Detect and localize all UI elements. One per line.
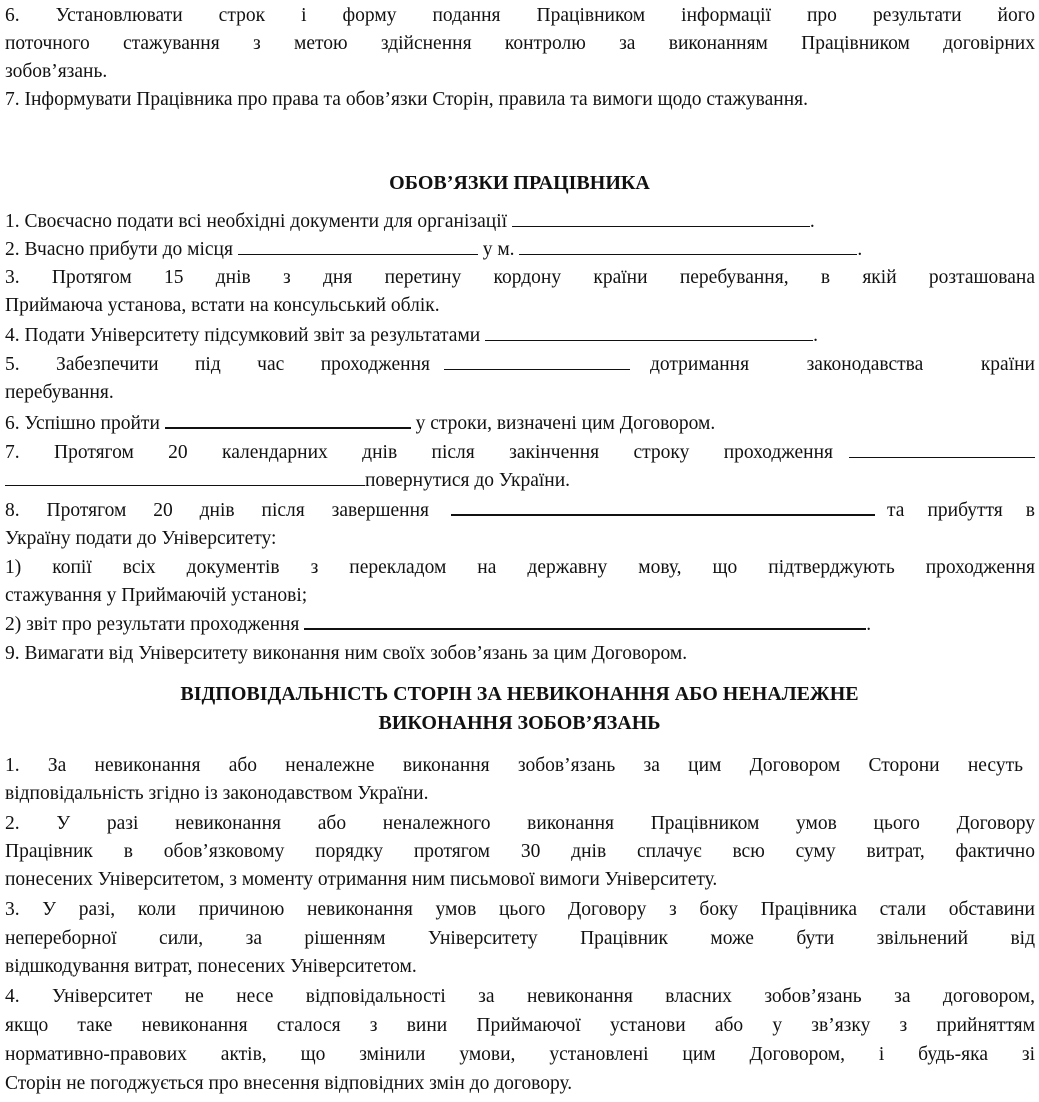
employee-item-6: [5, 410, 1035, 438]
employee-item-6-text: 6. Успішно пройти: [5, 413, 160, 434]
employee-item-3-line-2: Приймаюча установа, встати на консульський облік.: [5, 295, 440, 316]
blank-field-city[interactable]: [519, 238, 857, 255]
employee-item-1: [5, 208, 1035, 236]
employee-item-7-text: 7. Протягом 20 календарних днів після закінчення строку проходження: [5, 442, 833, 463]
employee-item-6-after: у строки, визначені цим Договором.: [415, 413, 716, 434]
blank-field-report[interactable]: [304, 612, 866, 630]
employee-item-8-sub-1-line-2: стажування у Приймаючій установі;: [5, 585, 308, 606]
employer-item-6-line-2: поточного стажування з метою здійснення контролю за виконанням Працівником договірних: [5, 33, 1035, 54]
blank-field-program[interactable]: [165, 411, 411, 429]
section-heading-liability-line-1: ВІДПОВІДАЛЬНІСТЬ СТОРІН ЗА НЕВИКОНАННЯ АБО НЕНАЛЕЖНЕ: [180, 683, 859, 705]
employee-item-8-line-1: [5, 497, 1035, 525]
employee-item-5-line-1: [5, 351, 1035, 379]
employee-item-7-line-2-after: повернутися до України.: [365, 470, 571, 491]
liability-item-4-line-1: 4. Університет не несе відповідальності за невиконання власних зобов’язань за договором,: [5, 986, 1035, 1007]
employee-item-4: [5, 322, 1035, 350]
employee-item-2-end: .: [857, 239, 863, 260]
blank-field-internship[interactable]: [444, 353, 630, 370]
liability-item-4-line-4: Сторін не погоджується про внесення відповідних змін до договору.: [5, 1073, 573, 1094]
liability-item-4-line-3: нормативно-правових актів, що змінили умови, установлені цим Договором, і будь-яка зі: [5, 1044, 1035, 1065]
liability-item-1-line-1: 1. За невиконання або неналежне виконання зобов’язань за цим Договором Сторони несуть: [5, 755, 1023, 776]
employee-item-4-text: 4. Подати Університету підсумковий звіт за результатами: [5, 325, 481, 346]
liability-item-4-line-2: якщо таке невиконання сталося з вини Приймаючої установи або у зв’язку з прийняттям: [5, 1015, 1035, 1036]
blank-field-organization[interactable]: [512, 210, 810, 227]
employee-item-8-sub-2-text: 2) звіт про результати проходження: [5, 614, 300, 635]
liability-item-2-line-2: Працівник в обов’язковому порядку протягом 30 днів сплачує всю суму витрат, фактично: [5, 841, 1035, 862]
employee-item-5-line-2: перебування.: [5, 382, 114, 403]
employee-item-5-text: 5. Забезпечити під час проходження: [5, 354, 430, 375]
employer-item-6-line-3: зобов’язань.: [5, 61, 108, 82]
section-heading-employee-duties: ОБОВ’ЯЗКИ ПРАЦІВНИКА: [389, 172, 650, 194]
employee-item-7-line-2: [5, 467, 1035, 495]
employee-item-8-sub-1-line-1: 1) копії всіх документів з перекладом на державну мову, що підтверджують проходження: [5, 557, 1035, 578]
section-heading-liability-line-2: ВИКОНАННЯ ЗОБОВ’ЯЗАНЬ: [378, 712, 661, 734]
employee-item-8-sub-2-end: .: [866, 614, 872, 635]
employee-item-9: 9. Вимагати від Університету виконання ним своїх зобов’язань за цим Договором.: [5, 643, 688, 664]
employee-item-8-text: 8. Протягом 20 днів після завершення: [5, 500, 429, 521]
employer-item-6-line-1: 6. Установлювати строк і форму подання Працівником інформації про результати його: [5, 5, 1035, 26]
employee-item-1-text: 1. Своєчасно подати всі необхідні документи для організації: [5, 211, 508, 232]
employee-item-2-text: 2. Вчасно прибути до місця: [5, 239, 233, 260]
employee-item-1-end: .: [809, 211, 815, 232]
employee-item-7-line-1: [5, 439, 1035, 467]
liability-item-2-line-1: 2. У разі невиконання або неналежного виконання Працівником умов цього Договору: [5, 813, 1035, 834]
liability-item-3-line-3: відшкодування витрат, понесених Університетом.: [5, 956, 417, 977]
employee-item-2: [5, 236, 1035, 264]
employee-item-2-mid: у м.: [482, 239, 515, 260]
employee-item-4-end: .: [813, 325, 818, 346]
liability-item-1-line-2: відповідальність згідно із законодавством України.: [5, 783, 429, 804]
blank-field-completion[interactable]: [451, 498, 875, 516]
liability-item-3-line-2: непереборної сили, за рішенням Університету Працівник може бути звільнений від: [5, 928, 1035, 949]
blank-field-internship-term-cont[interactable]: [5, 469, 365, 486]
employee-item-8-sub-2: [5, 611, 1035, 639]
employer-item-7: 7. Інформувати Працівника про права та обов’язки Сторін, правила та вимоги щодо стажування.: [5, 89, 808, 110]
liability-item-3-line-1: 3. У разі, коли причиною невиконання умов цього Договору з боку Працівника стали обставини: [5, 899, 1035, 920]
employee-item-8-line-2: Україну подати до Університету:: [5, 528, 277, 549]
employee-item-8-after: та прибуття в: [887, 500, 1035, 521]
blank-field-internship-term[interactable]: [849, 441, 1035, 458]
employee-item-5-after: дотримання законодавства країни: [650, 354, 1035, 375]
blank-field-results[interactable]: [485, 324, 813, 341]
blank-field-place[interactable]: [238, 238, 478, 255]
liability-item-2-line-3: понесених Університетом, з моменту отримання ним письмової вимоги Університету.: [5, 869, 718, 890]
employee-item-3-line-1: 3. Протягом 15 днів з дня перетину кордону країни перебування, в якій розташована: [5, 267, 1035, 288]
